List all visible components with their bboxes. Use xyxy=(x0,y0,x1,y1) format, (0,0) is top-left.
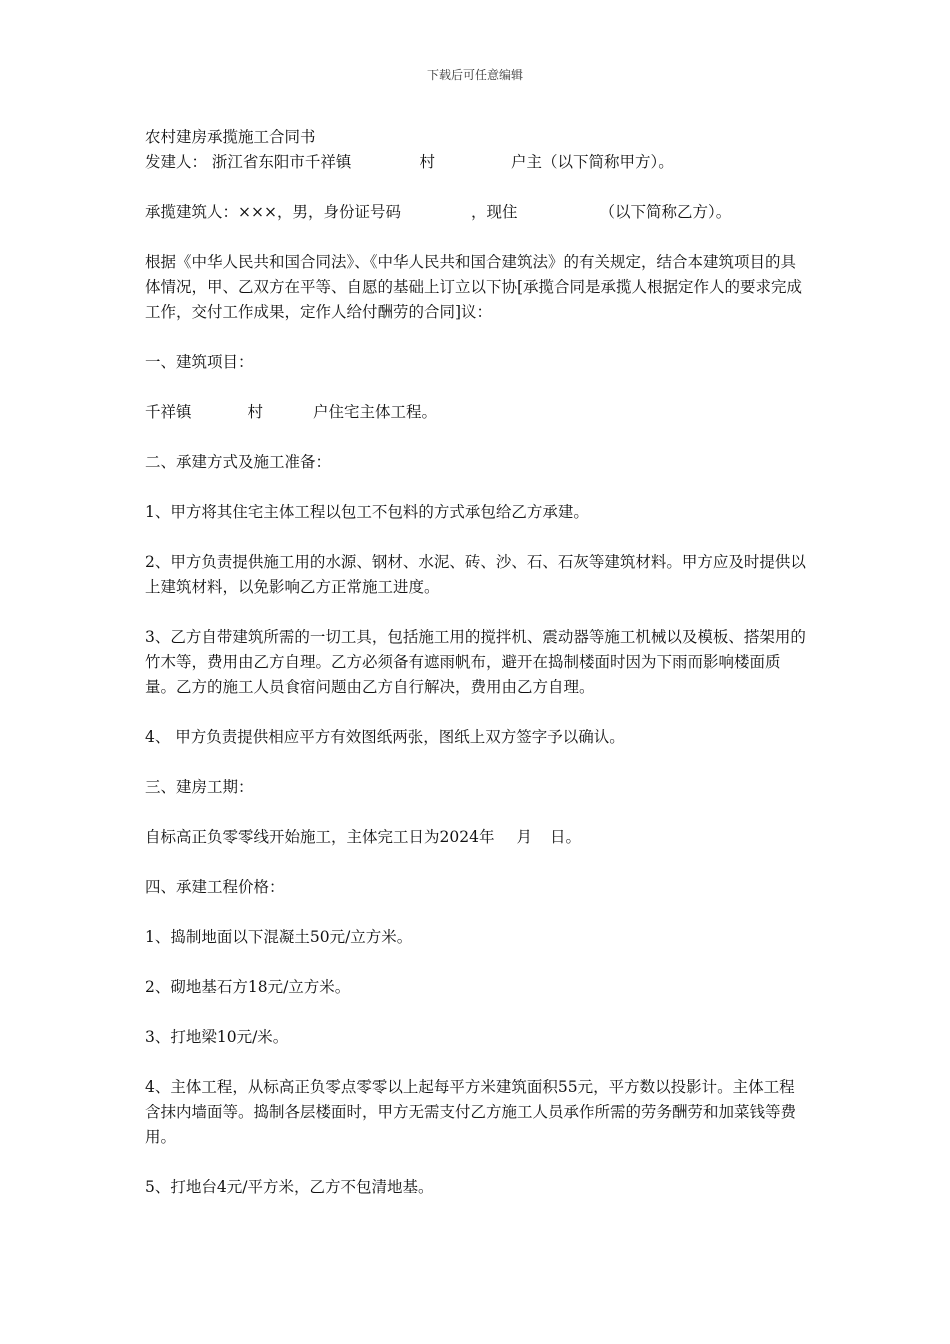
completion-day: 日。 xyxy=(549,828,581,846)
section-4-item: 3、打地梁10元/米。 xyxy=(145,1028,289,1046)
intro-paragraph: 根据《中华人民共和国合同法》、《中华人民共和国合建筑法》的有关规定，结合本建筑项目的具体情况，甲、乙双方在平等、自愿的基础上订立以下协[承揽合同是承揽人根据定作人的要求完成工作，交付工作成果，定作人给付酬劳的合同]议： xyxy=(145,253,803,321)
party-b-suffix: （以下简称乙方）。 xyxy=(599,203,732,221)
section-2-item: 4、 甲方负责提供相应平方有效图纸两张，图纸上双方签字予以确认。 xyxy=(145,728,625,746)
party-b-line xyxy=(145,200,810,225)
page-header: 下载后可任意编辑 xyxy=(426,68,523,82)
document-title: 农村建房承揽施工合同书 xyxy=(145,128,316,146)
party-a-line xyxy=(145,150,810,175)
section-3-text xyxy=(145,825,810,850)
party-a-village: 村 xyxy=(419,153,435,171)
section-1-project xyxy=(145,400,810,425)
section-1-heading: 一、建筑项目： xyxy=(145,353,254,371)
section-2-item: 2、甲方负责提供施工用的水源、钢材、水泥、砖、沙、石、石灰等建筑材料。甲方应及时提供以上建筑材料，以免影响乙方正常施工进度。 xyxy=(145,553,806,596)
section-2-item: 1、甲方将其住宅主体工程以包工不包料的方式承包给乙方承建。 xyxy=(145,503,589,521)
section-4-item: 2、砌地基石方18元/立方米。 xyxy=(145,978,351,996)
document-body xyxy=(145,125,810,1200)
party-a-prefix: 发建人： 浙江省东阳市千祥镇 xyxy=(145,153,352,171)
party-b-current: ，现住 xyxy=(470,203,518,221)
project-town: 千祥镇 xyxy=(145,403,192,421)
project-village: 村 xyxy=(247,403,264,421)
section-4-item: 1、捣制地面以下混凝土50元/立方米。 xyxy=(145,928,413,946)
section-4-heading: 四、承建工程价格： xyxy=(145,878,285,896)
party-b-prefix: 承揽建筑人：×××，男，身份证号码 xyxy=(145,203,401,221)
completion-month: 月 xyxy=(516,828,532,846)
party-a-suffix: 户主（以下简称甲方）。 xyxy=(510,153,674,171)
section-2-heading: 二、承建方式及施工准备： xyxy=(145,453,332,471)
section-3-heading: 三、建房工期： xyxy=(145,778,254,796)
completion-prefix: 自标高正负零零线开始施工，主体完工日为2024年 xyxy=(145,828,495,846)
section-4-item: 4、主体工程，从标高正负零点零零以上起每平方米建筑面积55元，平方数以投影计。主体工程含抹内墙面等。捣制各层楼面时，甲方无需支付乙方施工人员承作所需的劳务酬劳和加菜钱等费用。 xyxy=(145,1078,797,1146)
section-4-item: 5、打地台4元/平方米，乙方不包清地基。 xyxy=(145,1178,434,1196)
section-2-item: 3、乙方自带建筑所需的一切工具，包括施工用的搅拌机、震动器等施工机械以及模板、搭架用的竹木等，费用由乙方自理。乙方必须备有遮雨帆布，避开在捣制楼面时因为下雨而影响楼面质量。乙方的施工人员食宿问题由乙方自行解决，费用由乙方自理。 xyxy=(145,628,806,696)
project-suffix: 户住宅主体工程。 xyxy=(313,403,438,421)
